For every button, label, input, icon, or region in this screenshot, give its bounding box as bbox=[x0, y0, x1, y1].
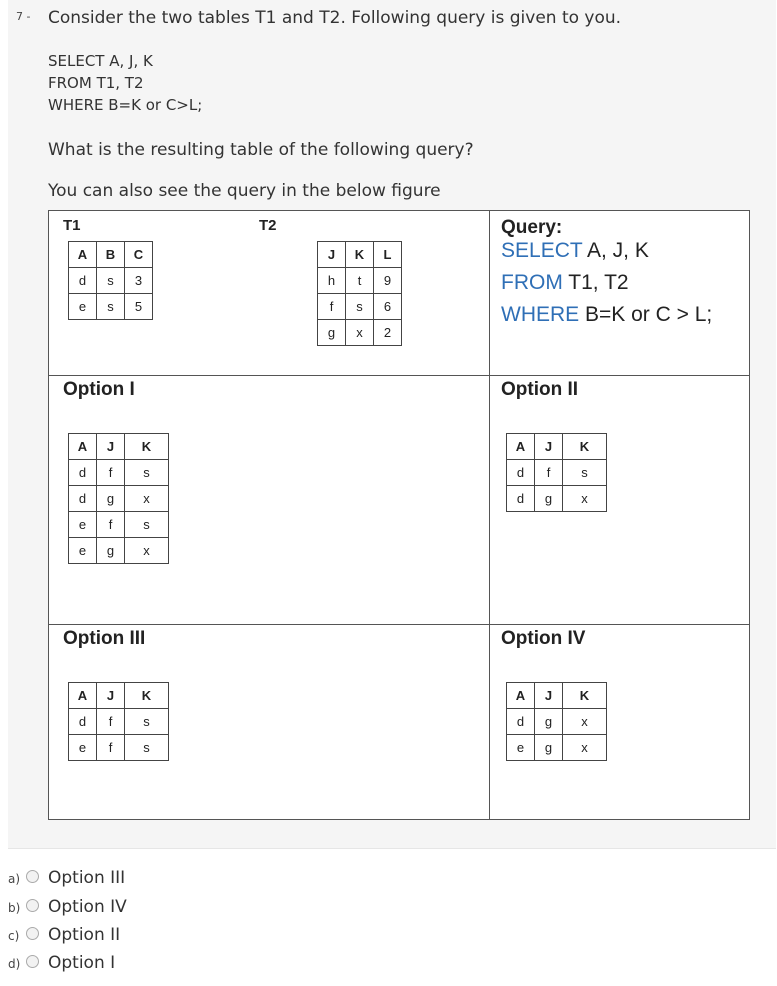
table-cell: f bbox=[318, 294, 346, 320]
table-cell: d bbox=[69, 709, 97, 735]
table-cell: g bbox=[97, 538, 125, 564]
table-cell: s bbox=[125, 512, 169, 538]
question-number: 7 - bbox=[16, 10, 31, 23]
query-line bbox=[501, 299, 712, 331]
sql-clause: A, J, K bbox=[582, 239, 649, 262]
table-row bbox=[507, 460, 607, 486]
table-row bbox=[318, 268, 402, 294]
header-cell: J bbox=[97, 434, 125, 460]
table-row bbox=[318, 320, 402, 346]
table-cell: d bbox=[69, 268, 97, 294]
header-cell: A bbox=[69, 434, 97, 460]
header-cell: C bbox=[125, 242, 153, 268]
option-table bbox=[506, 433, 607, 512]
header-cell: B bbox=[97, 242, 125, 268]
radio-button[interactable] bbox=[26, 870, 39, 883]
table-cell: g bbox=[535, 735, 563, 761]
header-cell: L bbox=[374, 242, 402, 268]
header-cell: K bbox=[125, 683, 169, 709]
query-line bbox=[501, 235, 712, 267]
answer-option-d[interactable] bbox=[8, 949, 168, 975]
query-block bbox=[501, 235, 712, 331]
table-row bbox=[69, 268, 153, 294]
table-cell: g bbox=[535, 486, 563, 512]
table-row bbox=[69, 460, 169, 486]
sql-line: FROM T1, T2 bbox=[48, 74, 144, 92]
table-cell: d bbox=[507, 709, 535, 735]
table-cell: 5 bbox=[125, 294, 153, 320]
option-title: Option I bbox=[63, 379, 135, 400]
table-cell: f bbox=[535, 460, 563, 486]
table-cell: d bbox=[69, 486, 97, 512]
table-cell: 9 bbox=[374, 268, 402, 294]
table-cell: e bbox=[69, 294, 97, 320]
option-title: Option IV bbox=[501, 628, 586, 649]
table-cell: x bbox=[563, 709, 607, 735]
answer-option-b[interactable] bbox=[8, 893, 168, 919]
header-cell: K bbox=[563, 434, 607, 460]
table-cell: d bbox=[69, 460, 97, 486]
table-row bbox=[69, 709, 169, 735]
table-cell: s bbox=[346, 294, 374, 320]
option-table bbox=[68, 682, 169, 761]
answer-letter: a) bbox=[8, 872, 21, 886]
table-cell: 6 bbox=[374, 294, 402, 320]
option-title: Option III bbox=[63, 628, 146, 649]
table-row bbox=[318, 294, 402, 320]
sql-line: WHERE B=K or C>L; bbox=[48, 96, 203, 114]
radio-button[interactable] bbox=[26, 927, 39, 940]
t2-label: T2 bbox=[259, 217, 277, 234]
table-cell: x bbox=[125, 538, 169, 564]
answer-letter: d) bbox=[8, 957, 21, 971]
table-row bbox=[69, 294, 153, 320]
header-cell: A bbox=[507, 434, 535, 460]
header-cell: A bbox=[507, 683, 535, 709]
option-title: Option II bbox=[501, 379, 579, 400]
table-row bbox=[507, 709, 607, 735]
header-cell: J bbox=[318, 242, 346, 268]
answer-label[interactable]: Option I bbox=[48, 953, 116, 973]
table-cell: s bbox=[125, 735, 169, 761]
table-cell: s bbox=[125, 709, 169, 735]
table-t2 bbox=[317, 241, 402, 346]
answer-label[interactable]: Option II bbox=[48, 925, 121, 945]
table-cell: x bbox=[346, 320, 374, 346]
table-row bbox=[69, 735, 169, 761]
sql-line: SELECT A, J, K bbox=[48, 52, 153, 70]
t1-label: T1 bbox=[63, 217, 81, 234]
table-cell: x bbox=[563, 486, 607, 512]
question-prompt: What is the resulting table of the following query? bbox=[48, 140, 474, 160]
table-t1 bbox=[68, 241, 153, 320]
divider bbox=[489, 211, 490, 819]
sql-clause: B=K or C > L; bbox=[579, 303, 713, 326]
table-cell: g bbox=[535, 709, 563, 735]
table-cell: e bbox=[507, 735, 535, 761]
header-cell: K bbox=[125, 434, 169, 460]
table-cell: f bbox=[97, 709, 125, 735]
answer-label[interactable]: Option III bbox=[48, 868, 126, 888]
sql-clause: T1, T2 bbox=[562, 271, 629, 294]
table-cell: d bbox=[507, 486, 535, 512]
table-cell: 3 bbox=[125, 268, 153, 294]
table-cell: f bbox=[97, 512, 125, 538]
table-cell: t bbox=[346, 268, 374, 294]
table-cell: g bbox=[97, 486, 125, 512]
table-cell: e bbox=[69, 735, 97, 761]
table-cell: g bbox=[318, 320, 346, 346]
question-text: Consider the two tables T1 and T2. Following query is given to you. bbox=[48, 8, 622, 28]
table-cell: e bbox=[69, 512, 97, 538]
header-cell: A bbox=[69, 242, 97, 268]
table-row bbox=[507, 735, 607, 761]
table-cell: 2 bbox=[374, 320, 402, 346]
header-cell: J bbox=[535, 434, 563, 460]
header-cell: K bbox=[346, 242, 374, 268]
table-cell: s bbox=[563, 460, 607, 486]
table-cell: f bbox=[97, 460, 125, 486]
divider bbox=[49, 624, 749, 625]
table-row bbox=[69, 512, 169, 538]
query-title: Query: bbox=[501, 217, 563, 238]
header-cell: J bbox=[97, 683, 125, 709]
answer-option-c[interactable] bbox=[8, 921, 168, 947]
radio-button[interactable] bbox=[26, 899, 39, 912]
header-cell: J bbox=[535, 683, 563, 709]
table-row bbox=[69, 486, 169, 512]
option-table bbox=[68, 433, 169, 564]
query-line bbox=[501, 267, 712, 299]
sql-keyword: WHERE bbox=[501, 303, 580, 326]
table-cell: s bbox=[125, 460, 169, 486]
table-row bbox=[69, 538, 169, 564]
table-cell: h bbox=[318, 268, 346, 294]
table-cell: d bbox=[507, 460, 535, 486]
answer-label[interactable]: Option IV bbox=[48, 897, 127, 917]
table-cell: f bbox=[97, 735, 125, 761]
answer-letter: b) bbox=[8, 901, 21, 915]
table-row bbox=[507, 486, 607, 512]
header-cell: K bbox=[563, 683, 607, 709]
table-cell: s bbox=[97, 294, 125, 320]
sql-keyword: SELECT bbox=[501, 239, 583, 262]
divider bbox=[49, 375, 749, 376]
sql-keyword: FROM bbox=[501, 271, 563, 294]
query-figure bbox=[48, 210, 750, 820]
figure-note: You can also see the query in the below figure bbox=[48, 181, 441, 201]
radio-button[interactable] bbox=[26, 955, 39, 968]
table-cell: s bbox=[97, 268, 125, 294]
header-cell: A bbox=[69, 683, 97, 709]
option-table bbox=[506, 682, 607, 761]
answer-letter: c) bbox=[8, 929, 20, 943]
table-cell: x bbox=[125, 486, 169, 512]
table-cell: x bbox=[563, 735, 607, 761]
answer-option-a[interactable] bbox=[8, 864, 168, 890]
table-cell: e bbox=[69, 538, 97, 564]
